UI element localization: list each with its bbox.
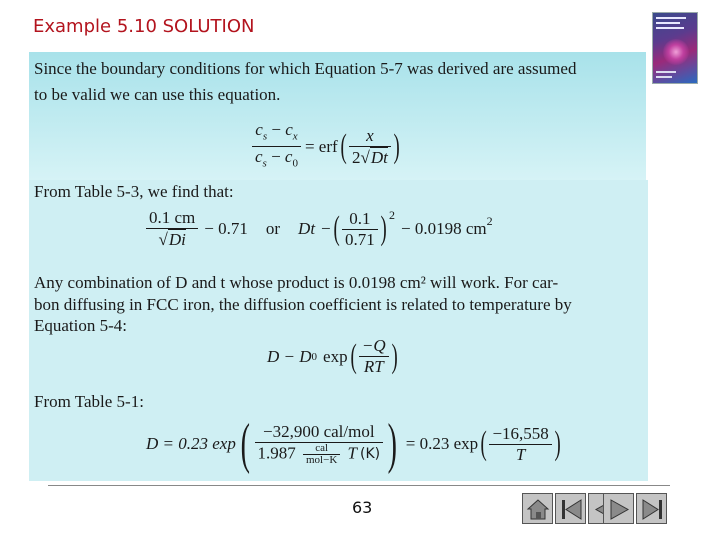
next-icon — [604, 494, 635, 525]
intro-line-1: Since the boundary conditions for which Equation 5-7 was derived are assumed — [34, 59, 577, 78]
intro-line-2: to be valid we can use this equation. — [34, 85, 281, 104]
book-cover-image — [652, 12, 698, 84]
next-slide-button[interactable] — [603, 493, 634, 524]
equation-dt: $\frac{0.1 cm}{√Di}$ − 0.71 or Dt − ( $\frac{0.1}{0.71}$ ) $^2$ − 0.0198 cm $^2$ — [146, 208, 493, 250]
equation-arrhenius: D − D 0 exp ( $\frac{-Q}{RT}$ ) — [267, 336, 398, 376]
first-slide-button[interactable] — [555, 493, 586, 524]
page-number: 63 — [352, 498, 373, 517]
combination-line-1: Any combination of D and t whose product is 0.0198 cm² will work. For car- — [34, 273, 559, 292]
equation-erf: $\frac{c_s - c_x}{c_s - c_0}$ = erf ( $\frac{x}{2√Dt}$ ) — [252, 120, 402, 174]
last-slide-button[interactable] — [636, 493, 667, 524]
first-icon — [556, 494, 587, 525]
equation-diffusion-coefficient: D = 0.23 exp ( −32,900 cal/mol 1.987 $\frac{\text{cal}}{\text{mol−K}}$ T (K) ) = 0.23 exp ( $\frac{-16,558}{T}$ ) — [146, 413, 561, 475]
slide-title: Example 5.10 SOLUTION — [33, 16, 255, 37]
home-icon — [523, 494, 554, 525]
table-5-1-line: From Table 5-1: — [34, 392, 144, 411]
table-5-3-line: From Table 5-3, we find that: — [34, 182, 234, 201]
last-icon — [637, 494, 668, 525]
combination-line-2: bon diffusing in FCC iron, the diffusion coefficient is related to temperature by — [34, 295, 572, 314]
combination-line-3: Equation 5-4: — [34, 316, 128, 335]
home-button[interactable] — [522, 493, 553, 524]
footer-divider — [48, 485, 670, 486]
